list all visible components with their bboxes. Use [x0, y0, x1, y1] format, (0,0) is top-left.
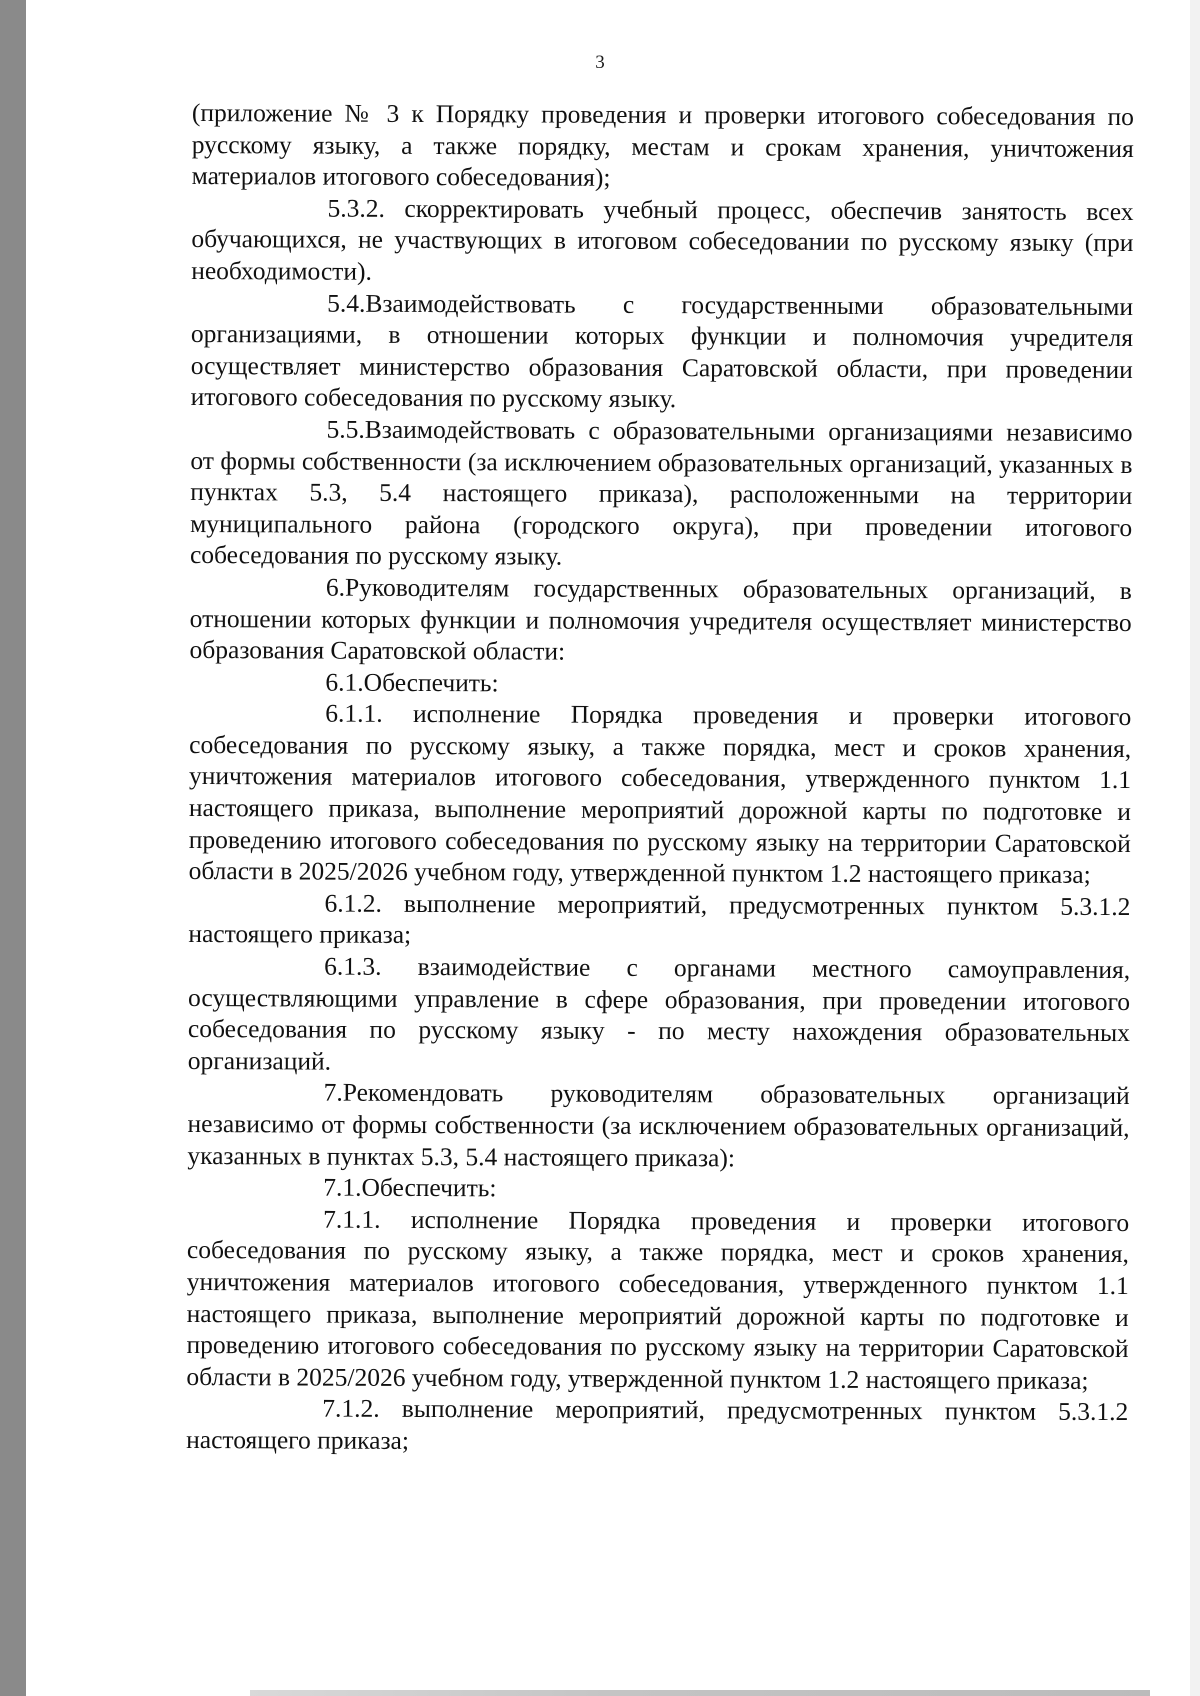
paragraph-number: 7.1. — [323, 1172, 362, 1202]
paragraph-5-4 — [191, 287, 1134, 417]
scanner-bottom-edge — [250, 1690, 1150, 1696]
document-body — [186, 97, 1134, 1460]
paragraph-text: взаимодействие с органами местного самоуправления, осуществляющими управление в сфере образования, при проведении итогового собеседования по русскому языку - по месту нахождения образовательных организаций. — [187, 952, 1131, 1076]
paragraph-6-1-1 — [189, 697, 1132, 891]
paragraph-text: Взаимодействовать с государственными образовательными организациями, в отношении которых функции и полномочия учредителя осуществляет министерство образования Саратовской области, при проведении итогового собеседования по русскому языку. — [190, 288, 1134, 414]
paragraph-7 — [187, 1076, 1129, 1175]
paragraph-7-1-1 — [186, 1203, 1129, 1397]
paragraph-text: Взаимодействовать с образовательными организациями независимо от формы собственности (за исключением образовательных организаций, указанных в пунктах 5.3, 5.4 настоящего приказа), расположенными на территории муниципального района (городского округа), при проведении итогового собеседования по русскому языку. — [189, 414, 1133, 571]
paragraph-7-1 — [187, 1171, 1129, 1207]
paragraph-5-3-2 — [191, 192, 1133, 291]
scanner-right-edge — [1190, 0, 1200, 1696]
paragraph-6-1-2 — [188, 887, 1130, 954]
paragraph-7-1-2 — [186, 1392, 1128, 1459]
paragraph-number: 5.4. — [327, 288, 366, 318]
paragraph-text: Руководителям государственных образовательных организаций, в отношении которых функции и полномочия учредителя осуществляет министерство образования Саратовской области: — [189, 572, 1132, 666]
paragraph-text: (приложение № 3 к Порядку проведения и проверки итогового собеседования по русскому языку, а также порядку, местам и срокам хранения, уничтожения материалов итогового собеседования); — [191, 97, 1134, 193]
paragraph-text: Рекомендовать руководителям образовательных организаций независимо от формы собственности (за исключением образовательных организаций, указанных в пунктах 5.3, 5.4 настоящего приказа): — [187, 1078, 1130, 1172]
paragraph-number: 6.1.2. — [324, 888, 382, 918]
paragraph-text: выполнение мероприятий, предусмотренных пунктом 5.3.1.2 настоящего приказа; — [186, 1394, 1129, 1455]
paragraph-5-5 — [190, 413, 1133, 575]
paragraph-number: 6. — [325, 572, 346, 602]
paragraph-text: выполнение мероприятий, предусмотренных пунктом 5.3.1.2 настоящего приказа; — [188, 888, 1131, 950]
paragraph-text: Обеспечить: — [363, 667, 499, 698]
paragraph-6-1-3 — [188, 950, 1131, 1080]
paragraph-text: скорректировать учебный процесс, обеспечив занятость всех обучающихся, не участвующих в итоговом собеседовании по русскому языку (при необходимости). — [191, 193, 1134, 286]
scanner-left-edge — [0, 0, 26, 1696]
paragraph-number: 6.1.1. — [325, 698, 383, 729]
paragraph-number: 7.1.1. — [323, 1204, 381, 1234]
paragraph-continuation — [192, 97, 1134, 196]
paragraph-6-1 — [189, 666, 1131, 702]
paragraph-number: 6.1. — [325, 667, 364, 697]
paragraph-text: исполнение Порядка проведения и проверки итогового собеседования по русскому языку, а также порядка, мест и сроков хранения, уничтожения материалов итогового собеседования, утвержденного пунктом 1.1 настоящего приказа, выполнение мероприятий дорожной карты по подготовке и проведению итогового собеседования по русскому языку на территории Саратовской области в 2025/2026 учебном году, утвержденной пунктом 1.2 настоящего приказа; — [188, 699, 1132, 890]
paragraph-6 — [190, 571, 1132, 670]
paragraph-text: Обеспечить: — [361, 1172, 497, 1203]
paragraph-number: 7. — [323, 1077, 343, 1108]
paragraph-number: 7.1.2. — [322, 1393, 380, 1424]
paragraph-number: 6.1.3. — [324, 951, 382, 981]
paragraph-number: 5.5. — [326, 414, 365, 444]
paragraph-text: исполнение Порядка проведения и проверки итогового собеседования по русскому языку, а также порядка, мест и сроков хранения, уничтожения материалов итогового собеседования, утвержденного пунктом 1.1 настоящего приказа, выполнение мероприятий дорожной карты по подготовке и проведению итогового собеседования по русскому языку на территории Саратовской области в 2025/2026 учебном году, утвержденной пунктом 1.2 настоящего приказа; — [186, 1204, 1130, 1395]
paragraph-number: 5.3.2. — [327, 193, 385, 223]
page-number: 3 — [595, 52, 605, 73]
